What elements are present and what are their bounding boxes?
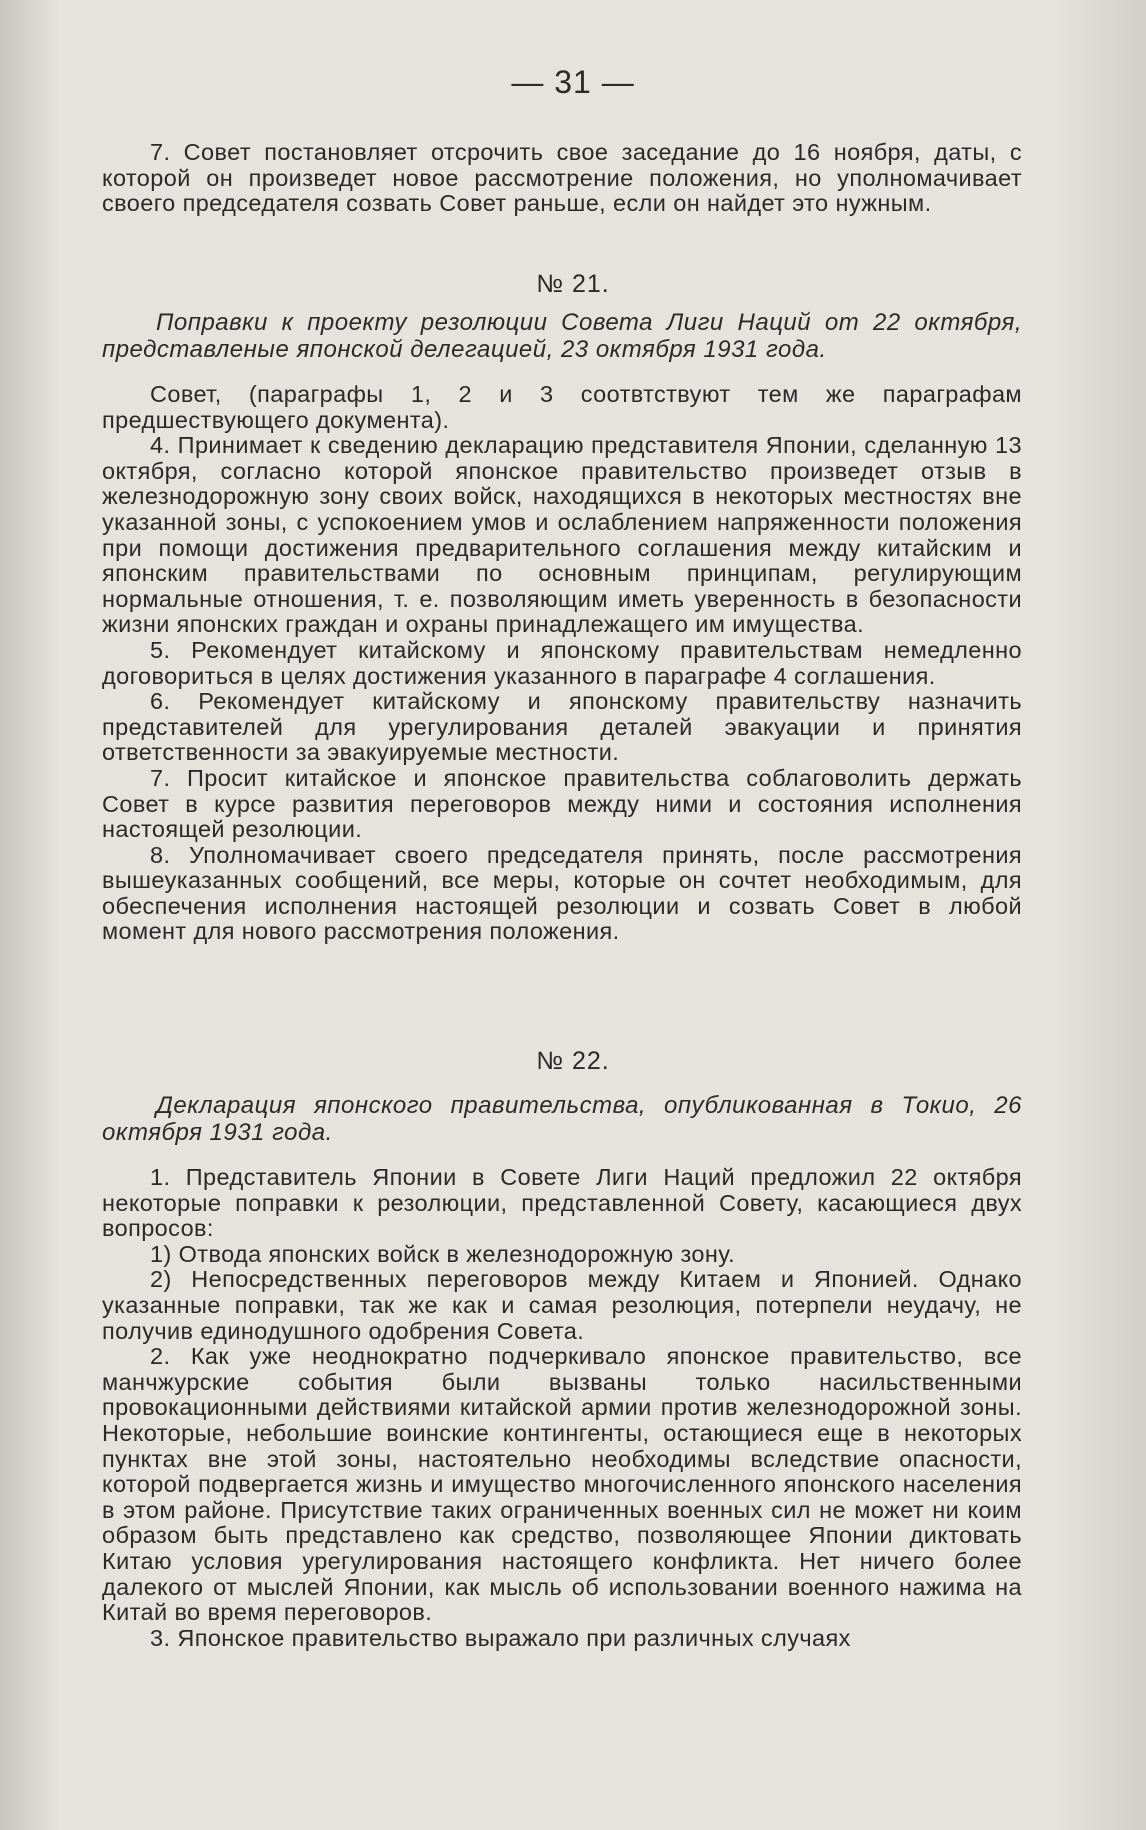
- paragraph: 2. Как уже неоднократно подчеркивало японское правительство, все манчжурские события были вызваны только насильственными провокационными действиями китайской армии против железнодорожной зоны. Некоторые, небольшие воинские контингенты, остающиеся еще в некоторых пунктах вне этой зоны, настоятельно необходимы вследствие опасности, которой подвергается жизнь и имущество многочисленного японского населения в этом районе. Присутствие таких ограниченных военных сил не может ни коим образом быть представлено как средство, позволяющее Японии диктовать Китаю условия урегулирования настоящего конфликта. Нет ничего более далекого от мыслей Японии, как мысль об использовании военного нажима на Китай во время переговоров.: [102, 1343, 1022, 1626]
- page-number: — 31 —: [511, 64, 635, 100]
- paragraph: 1. Представитель Японии в Совете Лиги Наций предложил 22 октября некоторые поправки к резолюции, представленной Совету, касающиеся двух вопросов:: [102, 1164, 1022, 1242]
- document-title-22: Декларация японского правительства, опубликованная в Токио, 26 октября 1931 года.: [102, 1092, 1022, 1146]
- paragraph: 5. Рекомендует китайскому и японскому правительствам немедленно договориться в целях достижения указанного в параграфе 4 соглашения.: [102, 636, 1022, 689]
- document-22-body: [102, 1165, 1022, 1651]
- document-title-21: Поправки к проекту резолюции Совета Лиги Наций от 22 октября, представленые японской делегацией, 23 октября 1931 года.: [102, 309, 1022, 363]
- paragraph: 2) Непосредственных переговоров между Китаем и Японией. Однако указанные поправки, так же как и самая резолюция, потерпели неудачу, не получив единодушного одобрения Совета.: [102, 1266, 1022, 1344]
- paragraph: 1) Отвода японских войск в железнодорожную зону.: [150, 1240, 736, 1267]
- paragraph: 7. Просит китайское и японское правительства соблаговолить держать Совет в курсе развития переговоров между ними и состояния исполнения настоящей резолюции.: [102, 764, 1022, 843]
- continuation-text: [102, 140, 1022, 217]
- paragraph: 8. Уполномачивает своего председателя принять, после рассмотрения вышеуказанных сообщений, все меры, которые он сочтет необходимым, для обеспечения исполнения настоящей резолюции и созвать Совет в любой момент для нового рассмотрения положения.: [102, 841, 1022, 945]
- document-number-21: № 21.: [536, 270, 610, 298]
- paragraph: Совет, (параграфы 1, 2 и 3 соотвтствуют тем же параграфам предшествующего документа).: [102, 381, 1022, 433]
- document-21-body: [102, 382, 1022, 945]
- paragraph: 3. Японское правительство выражало при различных случаях: [150, 1624, 851, 1651]
- document-number-22: № 22.: [536, 1047, 610, 1075]
- paragraph: 4. Принимает к сведению декларацию представителя Японии, сделанную 13 октября, согласно которой японское правительство произведет отзыв в железнодорожную зону своих войск, находящихся в некоторых местностях вне указанной зоны, с успокоением умов и ослаблением напряженности положения при помощи достижения предварительного соглашения между китайским и японским правительствами по основным принципам, регулирующим нормальные отношения, т. е. позволяющим иметь уверенность в безопасности жизни японских граждан и охраны принадлежащего им имущества.: [102, 432, 1022, 638]
- paragraph: 7. Совет постановляет отсрочить свое заседание до 16 ноября, даты, с которой он произведет новое рассмотрение положения, но уполномачивает своего председателя созвать Совет раньше, если он найдет это нужным.: [102, 139, 1022, 217]
- paragraph: 6. Рекомендует китайскому и японскому правительству назначить представителей для урегулирования деталей эвакуации и принятия ответственности за эвакуируемые местности.: [102, 688, 1022, 766]
